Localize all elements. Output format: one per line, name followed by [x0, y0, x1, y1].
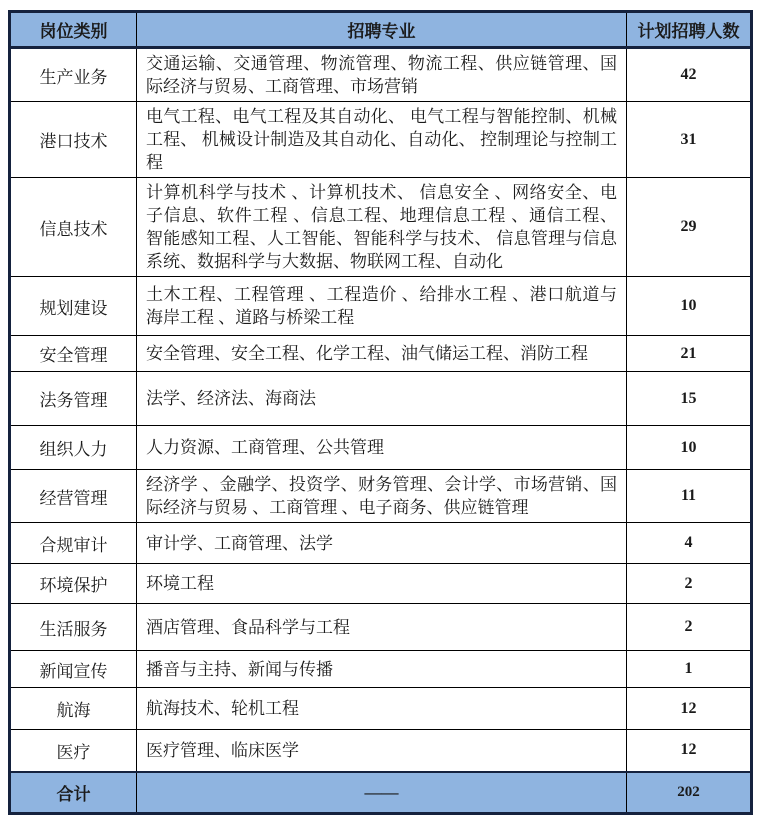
count-cell: 21	[627, 336, 752, 372]
total-count: 202	[627, 772, 752, 814]
category-cell: 生产业务	[10, 48, 137, 102]
total-majors-dash: ——	[137, 772, 627, 814]
majors-cell: 电气工程、电气工程及其自动化、 电气工程与智能控制、机械工程、 机械设计制造及其自动化、自动化、 控制理论与控制工程	[137, 102, 627, 178]
count-cell: 1	[627, 651, 752, 688]
category-cell: 环境保护	[10, 564, 137, 604]
count-cell: 42	[627, 48, 752, 102]
header-category: 岗位类别	[10, 12, 137, 48]
count-cell: 15	[627, 372, 752, 426]
category-cell: 医疗	[10, 730, 137, 772]
count-cell: 29	[627, 178, 752, 277]
table-row	[10, 178, 752, 277]
table-row	[10, 48, 752, 102]
table-row	[10, 651, 752, 688]
count-cell: 10	[627, 426, 752, 470]
majors-cell: 交通运输、交通管理、物流管理、物流工程、供应链管理、国际经济与贸易、工商管理、市场营销	[137, 48, 627, 102]
total-label: 合计	[10, 772, 137, 814]
category-cell: 港口技术	[10, 102, 137, 178]
majors-cell: 酒店管理、食品科学与工程	[137, 604, 627, 651]
majors-cell: 人力资源、工商管理、公共管理	[137, 426, 627, 470]
recruitment-table	[8, 10, 753, 815]
table-row	[10, 604, 752, 651]
table-row	[10, 564, 752, 604]
table-row	[10, 470, 752, 523]
majors-cell: 审计学、工商管理、法学	[137, 523, 627, 564]
majors-cell: 播音与主持、新闻与传播	[137, 651, 627, 688]
count-cell: 11	[627, 470, 752, 523]
header-majors: 招聘专业	[137, 12, 627, 48]
table-row	[10, 102, 752, 178]
table-row	[10, 277, 752, 336]
count-cell: 2	[627, 604, 752, 651]
majors-cell: 法学、经济法、海商法	[137, 372, 627, 426]
majors-cell: 经济学 、金融学、投资学、财务管理、会计学、市场营销、国际经济与贸易 、工商管理 、电子商务、供应链管理	[137, 470, 627, 523]
majors-cell: 医疗管理、临床医学	[137, 730, 627, 772]
category-cell: 安全管理	[10, 336, 137, 372]
category-cell: 组织人力	[10, 426, 137, 470]
majors-cell: 计算机科学与技术 、计算机技术、 信息安全 、网络安全、电子信息、软件工程 、信息工程、地理信息工程 、通信工程、 智能感知工程、人工智能、智能科学与技术、 信息管理与信息系统、数据科学与大数据、物联网工程、自动化	[137, 178, 627, 277]
table-row	[10, 426, 752, 470]
count-cell: 4	[627, 523, 752, 564]
category-cell: 经营管理	[10, 470, 137, 523]
total-row	[10, 772, 752, 814]
table-row	[10, 336, 752, 372]
count-cell: 2	[627, 564, 752, 604]
category-cell: 航海	[10, 688, 137, 730]
table-row	[10, 688, 752, 730]
majors-cell: 环境工程	[137, 564, 627, 604]
table-row	[10, 523, 752, 564]
count-cell: 10	[627, 277, 752, 336]
category-cell: 新闻宣传	[10, 651, 137, 688]
table-row	[10, 372, 752, 426]
category-cell: 法务管理	[10, 372, 137, 426]
category-cell: 生活服务	[10, 604, 137, 651]
count-cell: 12	[627, 730, 752, 772]
header-count: 计划招聘人数	[627, 12, 752, 48]
majors-cell: 安全管理、安全工程、化学工程、油气储运工程、消防工程	[137, 336, 627, 372]
category-cell: 合规审计	[10, 523, 137, 564]
majors-cell: 航海技术、轮机工程	[137, 688, 627, 730]
category-cell: 规划建设	[10, 277, 137, 336]
category-cell: 信息技术	[10, 178, 137, 277]
table-row	[10, 730, 752, 772]
count-cell: 31	[627, 102, 752, 178]
header-row	[10, 12, 752, 48]
majors-cell: 土木工程、工程管理 、工程造价 、给排水工程 、港口航道与海岸工程 、道路与桥梁工程	[137, 277, 627, 336]
count-cell: 12	[627, 688, 752, 730]
